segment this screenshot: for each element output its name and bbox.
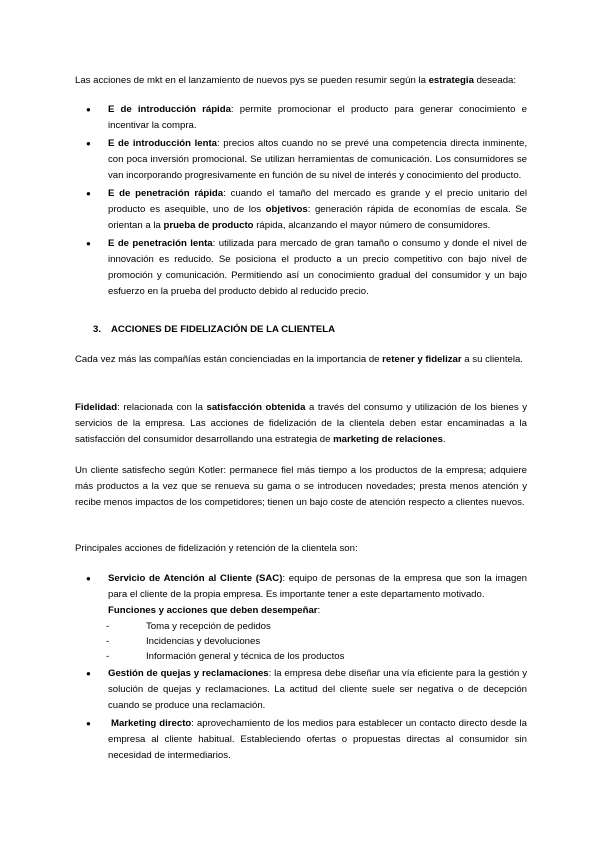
list-item: ● E de introducción rápida: permite promocionar el producto para generar conocimiento e incentivar la compra. — [75, 102, 527, 134]
sub-list-item: - Incidencias y devoluciones — [108, 634, 527, 649]
list-item: ● E de penetración lenta: utilizada para mercado de gran tamaño o consumo y donde el nivel de innovación es reducido. Se posiciona el producto a un precio competitivo con bajo nivel de promoción y comunicación. Permitiendo así un conocimiento gradual del consumidor y un bajo esfuerzo en la prueba del producto debido al reducido precio. — [75, 236, 527, 300]
paragraph-fidelity: Fidelidad: relacionada con la satisfacción obtenida a través del consumo y utilización de los bienes y servicios de la empresa. Las acciones de fidelización de la clientela deben estar encaminadas a la satisfacción del consumidor desarrollando una estrategia de marketing de relaciones. — [75, 402, 527, 445]
list-item: ● Servicio de Atención al Cliente (SAC): equipo de personas de la empresa que son la imagen para el cliente de la propia empresa. Es importante tener a este departamento motivado. Funciones y acciones que deben desempeñar: - Toma y recepción de pedidos - Incidencias y devoluciones - Información general y técnica de los productos — [75, 571, 527, 664]
list-item: ● E de introducción lenta: precios altos cuando no se prevé una competencia directa inminente, con poca inversión promocional. Se utilizan herramientas de comunicación. Los consumidores se van incorporando progresivamente en función de su nivel de interés y conocimiento del producto. — [75, 136, 527, 184]
strategy-list — [75, 102, 527, 302]
sac-functions-list — [108, 619, 527, 664]
paragraph-kotler: Un cliente satisfecho según Kotler: permanece fiel más tiempo a los productos de la empresa; adquiere más productos a la vez que se renueva su gama o se introducen novedades; presta menos atención y recibe menos impactos de los competidores; tienen un bajo coste de atención respecto a clientes nuevos. — [75, 465, 527, 508]
list-item: ● Gestión de quejas y reclamaciones: la empresa debe diseñar una vía eficiente para la gestión y solución de quejas y reclamaciones. La actitud del cliente suele ser negativa o de decepción cuando se produce una reclamación. — [75, 666, 527, 714]
actions-list — [75, 571, 527, 766]
list-item: ● E de penetración rápida: cuando el tamaño del mercado es grande y el precio unitario del producto es asequible, uno de los objetivos: generación rápida de economías de escala. Se orientan a la prueba de producto rápida, alcanzando el mayor número de consumidores. — [75, 186, 527, 234]
paragraph-retention: Cada vez más las compañías están concienciadas en la importancia de retener y fidelizar a su clientela. — [75, 354, 523, 365]
section-heading: 3. ACCIONES DE FIDELIZACIÓN DE LA CLIENTELA — [93, 324, 336, 335]
sub-list-item: - Información general y técnica de los productos — [108, 649, 527, 664]
intro-paragraph: Las acciones de mkt en el lanzamiento de nuevos pys se pueden resumir según la estrategia deseada: — [75, 75, 517, 86]
sub-list-item: - Toma y recepción de pedidos — [108, 619, 527, 634]
list-item: ● Marketing directo: aprovechamiento de los medios para establecer un contacto directo desde la empresa al cliente habitual. Estableciendo ofertas o propuestas directas al consumidor sin necesidad de intermediarios. — [75, 716, 527, 764]
paragraph-actions-intro: Principales acciones de fidelización y retención de la clientela son: — [75, 543, 358, 554]
